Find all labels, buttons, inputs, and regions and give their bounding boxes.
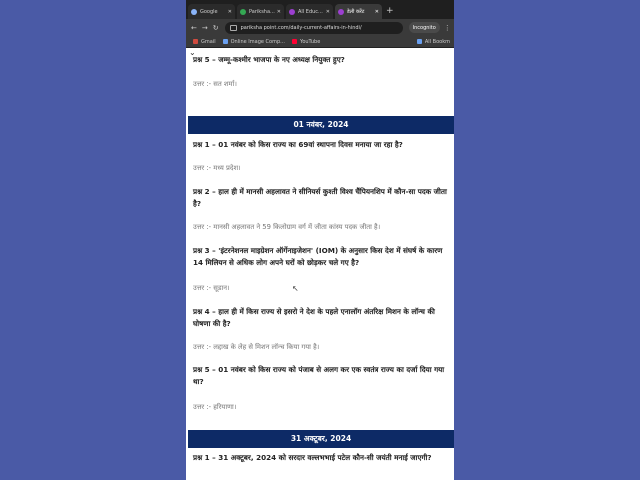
url-input[interactable]	[225, 22, 403, 34]
tab-google[interactable]	[188, 4, 235, 19]
google-favicon-icon	[191, 9, 197, 15]
close-icon[interactable]: ✕	[325, 8, 330, 15]
reload-icon[interactable]: ↻	[212, 23, 219, 32]
chevron-down-icon[interactable]: ⌄	[189, 48, 196, 57]
gmail-icon	[193, 39, 198, 44]
tab-label: डेली करेंट	[347, 8, 365, 15]
question-text: प्रश्न 3 – 'इंटरनेशनल माइग्रेशन ऑर्गेनाइजेशन' (IOM) के अनुसार किस देश में संघर्ष के कारण 14 मिलियन से अधिक लोग अपने घरों को छोड़कर चले गए है?	[193, 246, 443, 267]
site-favicon-icon	[338, 9, 344, 15]
tab-all-education[interactable]	[286, 4, 333, 19]
bookmark-label: Online Image Comp...	[230, 38, 285, 45]
all-bookmarks-button[interactable]	[417, 39, 450, 45]
forward-arrow-icon[interactable]: →	[201, 23, 208, 32]
answer-text: उत्तर :- मानसी अहलावत ने 59 किलोग्राम वर्ग में जीता कांस्य पदक जीता है।	[193, 223, 381, 231]
new-tab-button[interactable]: +	[386, 6, 394, 16]
question-text: प्रश्न 5 – जम्मू-कश्मीर भाजपा के नए अध्यक्ष नियुक्त हुए?	[193, 55, 345, 64]
answer-text: उत्तर :- लद्दाख के लेह से मिशन लॉन्च किया गया है।	[193, 343, 320, 351]
answer-text: उत्तर :- सत शर्मा।	[193, 80, 237, 88]
date-heading: 31 अक्टूबर, 2024	[188, 430, 454, 448]
tab-label: Pariksha...	[249, 8, 275, 15]
question-text: प्रश्न 1 – 31 अक्टूबर, 2024 को सरदार वल्लभभाई पटेल कौन-सी जयंती मनाई जाएगी?	[193, 453, 432, 462]
more-menu-icon[interactable]: ⋮	[443, 23, 451, 32]
close-icon[interactable]: ✕	[374, 8, 379, 15]
tab-bar	[186, 0, 454, 19]
question-text: प्रश्न 5 – 01 नवंबर को किस राज्य को पंजाब से अलग कर एक स्वतंत्र राज्य का दर्जा दिया गया था?	[193, 365, 445, 386]
bookmark-label: All Bookm	[424, 38, 450, 45]
answer-text: उत्तर :- हरियाणा।	[193, 403, 237, 411]
answer-text: उत्तर :- मध्य प्रदेश।	[193, 164, 241, 172]
answer-text: उत्तर :- सूडान।	[193, 284, 230, 292]
bookmark-youtube[interactable]	[292, 39, 320, 45]
bookmark-gmail[interactable]	[193, 39, 216, 45]
mouse-cursor-icon: ↖	[292, 284, 299, 293]
bookmarks-bar	[186, 36, 454, 48]
bookmark-label: YouTube	[299, 38, 321, 45]
phone-screen	[186, 0, 454, 480]
incognito-label: Incognito	[412, 24, 436, 31]
tab-daily-current[interactable]	[335, 4, 382, 19]
question-text: प्रश्न 2 – हाल ही में मानसी अहलावत ने सीनियर्स कुश्ती विश्व चैंपियनशिप में कौन-सा पदक जीता है?	[193, 187, 447, 208]
folder-icon	[223, 39, 228, 44]
youtube-icon	[292, 39, 297, 44]
address-bar	[186, 19, 454, 36]
folder-icon	[417, 39, 422, 44]
bookmark-label: Gmail	[201, 38, 216, 45]
site-favicon-icon	[289, 9, 295, 15]
bookmark-image-compressor[interactable]	[223, 39, 285, 45]
incognito-badge[interactable]	[409, 22, 440, 33]
close-icon[interactable]: ✕	[276, 8, 281, 15]
back-arrow-icon[interactable]: ←	[191, 23, 197, 32]
close-icon[interactable]: ✕	[227, 8, 232, 15]
site-favicon-icon	[240, 9, 246, 15]
tab-label: All Educ...	[298, 8, 323, 15]
date-heading: 01 नवंबर, 2024	[188, 116, 454, 134]
question-text: प्रश्न 4 – हाल ही में किस राज्य से इसरो ने देश के पहले एनालॉग अंतरिक्ष मिशन के लॉन्च की घोषणा की है?	[193, 307, 435, 328]
question-text: प्रश्न 1 – 01 नवंबर को किस राज्य का 69वां स्थापना दिवस मनाया जा रहा है?	[193, 140, 403, 149]
site-info-icon[interactable]	[230, 25, 237, 31]
tab-pariksha[interactable]	[237, 4, 284, 19]
url-text: pariksha point.com/daily-current-affairs-in-hindi/	[240, 24, 362, 31]
tab-label: Google	[200, 8, 218, 15]
